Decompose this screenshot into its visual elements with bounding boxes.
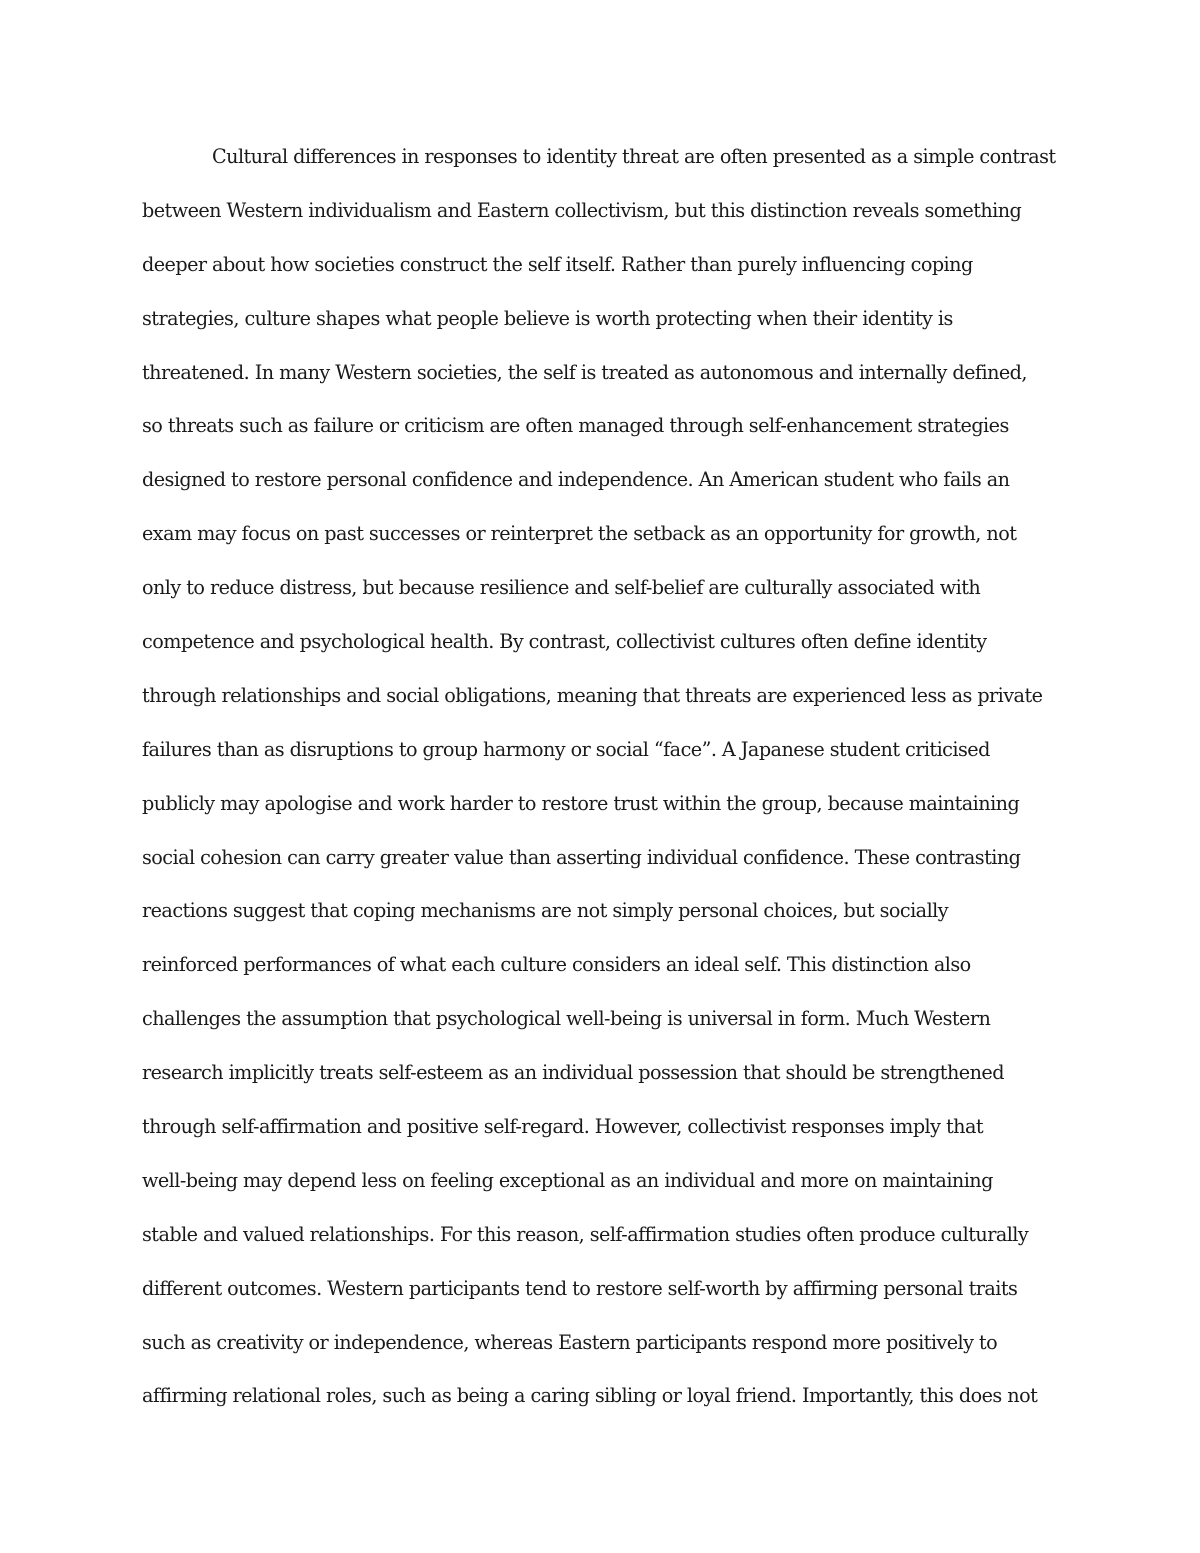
paragraph-line: such as creativity or independence, whereas Eastern participants respond more positively to — [142, 1330, 998, 1354]
paragraph-line: designed to restore personal confidence and independence. An American student who fails an — [142, 468, 1010, 492]
paragraph-line: strategies, culture shapes what people believe is worth protecting when their identity is — [142, 306, 953, 330]
paragraph-line: deeper about how societies construct the self itself. Rather than purely influencing coping — [142, 252, 973, 276]
paragraph-line: reactions suggest that coping mechanisms are not simply personal choices, but socially — [142, 899, 949, 923]
paragraph-line: reinforced performances of what each culture considers an ideal self. This distinction also — [142, 953, 971, 977]
paragraph-line: competence and psychological health. By contrast, collectivist cultures often define identity — [142, 630, 987, 654]
paragraph-line: social cohesion can carry greater value than asserting individual confidence. These contrasting — [142, 845, 1021, 869]
paragraph-line: different outcomes. Western participants tend to restore self-worth by affirming personal traits — [142, 1276, 1018, 1300]
body-paragraph — [142, 130, 1082, 1423]
paragraph-line: so threats such as failure or criticism are often managed through self-enhancement strategies — [142, 414, 1009, 438]
paragraph-line: exam may focus on past successes or reinterpret the setback as an opportunity for growth, not — [142, 522, 1017, 546]
paragraph-line: between Western individualism and Eastern collectivism, but this distinction reveals something — [142, 198, 1022, 222]
paragraph-line: failures than as disruptions to group harmony or social “face”. A Japanese student criticised — [142, 737, 990, 761]
paragraph-line: affirming relational roles, such as being a caring sibling or loyal friend. Importantly, this does not — [142, 1384, 1038, 1408]
paragraph-line: challenges the assumption that psychological well-being is universal in form. Much Western — [142, 1007, 991, 1031]
paragraph-line: Cultural differences in responses to identity threat are often presented as a simple contrast — [212, 145, 1056, 168]
paragraph-line: threatened. In many Western societies, the self is treated as autonomous and internally defined, — [142, 360, 1027, 384]
paragraph-line: only to reduce distress, but because resilience and self-belief are culturally associated with — [142, 576, 981, 600]
paragraph-line: publicly may apologise and work harder to restore trust within the group, because maintaining — [142, 791, 1020, 815]
paragraph-line: research implicitly treats self-esteem as an individual possession that should be strengthened — [142, 1061, 1004, 1085]
paragraph-line: through relationships and social obligations, meaning that threats are experienced less as private — [142, 683, 1043, 707]
paragraph-line: well-being may depend less on feeling exceptional as an individual and more on maintaining — [142, 1168, 993, 1192]
paragraph-line: stable and valued relationships. For this reason, self-affirmation studies often produce culturally — [142, 1222, 1029, 1246]
paragraph-line: through self-affirmation and positive self-regard. However, collectivist responses imply that — [142, 1115, 983, 1139]
